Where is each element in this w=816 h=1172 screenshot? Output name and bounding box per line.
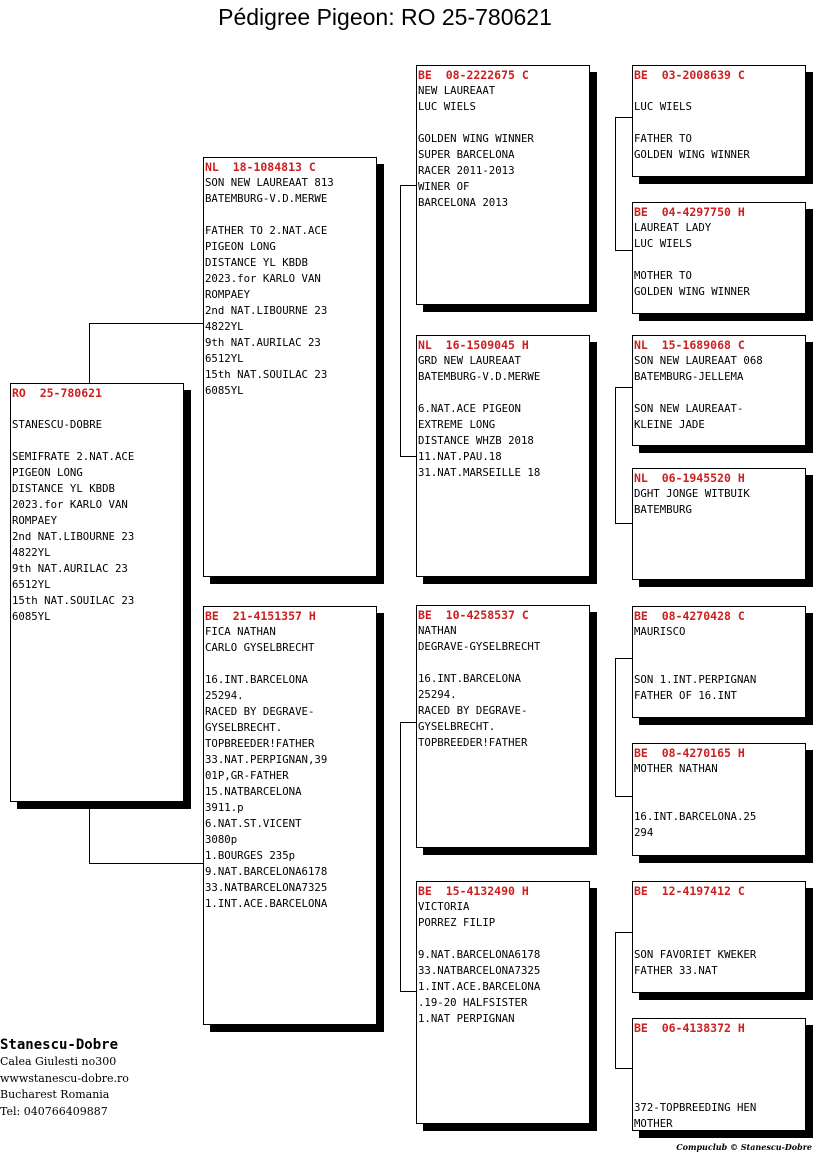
connector-line xyxy=(615,658,632,659)
pigeon-detail-line: 11.NAT.PAU.18 xyxy=(418,450,502,463)
ring-number: BE 15-4132490 H xyxy=(418,884,529,898)
breeder-website[interactable]: wwwstanescu-dobre.ro xyxy=(0,1071,129,1085)
pigeon-detail-line: BATEMBURG xyxy=(634,503,692,516)
pigeon-detail-line: 1.NAT PERPIGNAN xyxy=(418,1012,515,1025)
pigeon-detail-line: FATHER TO 2.NAT.ACE xyxy=(205,224,328,237)
pigeon-detail-line: PIGEON LONG xyxy=(205,240,276,253)
pigeon-card-ggparent[interactable] xyxy=(632,335,806,446)
connector-line xyxy=(400,722,401,864)
pigeon-detail-line: 15.NATBARCELONA xyxy=(205,785,302,798)
pigeon-detail-line: FATHER TO xyxy=(634,132,692,145)
connector-line xyxy=(400,991,417,992)
pigeon-detail-line: 1.INT.ACE.BARCELONA xyxy=(418,980,541,993)
pigeon-card-granddam-maternal[interactable] xyxy=(416,881,590,1124)
pigeon-card-subject[interactable] xyxy=(10,383,184,802)
pigeon-detail-line: 33.NAT.PERPIGNAN,39 xyxy=(205,753,328,766)
pigeon-details xyxy=(418,83,589,211)
connector-line xyxy=(89,323,90,384)
pigeon-detail-line: 15th NAT.SOUILAC 23 xyxy=(205,368,328,381)
pigeon-detail-line: FATHER 33.NAT xyxy=(634,964,718,977)
pigeon-detail-line: SEMIFRATE 2.NAT.ACE xyxy=(12,450,135,463)
pigeon-detail-line xyxy=(634,385,805,401)
pigeon-detail-line: 1.BOURGES 235p xyxy=(205,849,296,862)
pigeon-detail-line: GYSELBRECHT. xyxy=(205,721,283,734)
pigeon-details xyxy=(12,401,183,625)
pigeon-detail-line: GRD NEW LAUREAAT xyxy=(418,354,521,367)
connector-line xyxy=(400,864,401,991)
pigeon-detail-line: PIGEON LONG xyxy=(12,466,83,479)
ring-number: NL 06-1945520 H xyxy=(634,471,745,485)
pigeon-detail-line: VICTORIA xyxy=(418,900,470,913)
pigeon-detail-line: 15th NAT.SOUILAC 23 xyxy=(12,594,135,607)
connector-line xyxy=(89,323,204,324)
connector-line xyxy=(400,456,417,457)
connector-line xyxy=(615,932,632,933)
pigeon-detail-line: PORREZ FILIP xyxy=(418,916,496,929)
pigeon-detail-line: 25294. xyxy=(205,689,244,702)
pigeon-detail-line: 6.NAT.ACE PIGEON xyxy=(418,402,521,415)
pigeon-details xyxy=(634,353,805,433)
breeder-phone: Tel: 040766409887 xyxy=(0,1104,108,1118)
connector-line xyxy=(615,932,616,1068)
breeder-city: Bucharest Romania xyxy=(0,1088,110,1101)
pigeon-detail-line: LUC WIELS xyxy=(634,237,692,250)
pigeon-card-granddam-paternal[interactable] xyxy=(416,335,590,577)
connector-line xyxy=(400,185,401,304)
pigeon-detail-line: .19-20 HALFSISTER xyxy=(418,996,528,1009)
pigeon-detail-line: LUC WIELS xyxy=(634,100,692,113)
pigeon-detail-line xyxy=(205,207,376,223)
ring-number: BE 08-4270165 H xyxy=(634,746,745,760)
pigeon-detail-line: 31.NAT.MARSEILLE 18 xyxy=(418,466,541,479)
pigeon-detail-line: 6.NAT.ST.VICENT xyxy=(205,817,302,830)
ring-number: BE 06-4138372 H xyxy=(634,1021,745,1035)
pigeon-detail-line: 9.NAT.BARCELONA6178 xyxy=(418,948,541,961)
pigeon-detail-line: 3080p xyxy=(205,833,238,846)
page-title: Pédigree Pigeon: RO 25-780621 xyxy=(218,4,552,30)
pigeon-detail-line: NEW LAUREAAT xyxy=(418,84,496,97)
pigeon-detail-line: BATEMBURG-V.D.MERWE xyxy=(418,370,541,383)
pigeon-details xyxy=(418,899,589,1027)
pigeon-detail-line xyxy=(634,793,805,809)
pigeon-detail-line: LUC WIELS xyxy=(418,100,476,113)
ring-number: BE 04-4297750 H xyxy=(634,205,745,219)
connector-line xyxy=(615,117,616,250)
pigeon-details xyxy=(205,175,376,399)
ring-number: NL 16-1509045 H xyxy=(418,338,529,352)
pigeon-detail-line: MAURISCO xyxy=(634,625,686,638)
pigeon-detail-line: GOLDEN WING WINNER xyxy=(418,132,534,145)
pigeon-detail-line: GYSELBRECHT. xyxy=(418,720,496,733)
pigeon-detail-line: ROMPAEY xyxy=(205,288,251,301)
connector-line xyxy=(615,387,616,523)
pigeon-details xyxy=(634,83,805,163)
pigeon-details xyxy=(634,1036,805,1131)
connector-line xyxy=(615,1068,632,1069)
pigeon-detail-line xyxy=(634,915,805,931)
connector-line xyxy=(615,796,632,797)
pigeon-detail-line xyxy=(634,777,805,793)
pigeon-detail-line: 2nd NAT.LIBOURNE 23 xyxy=(205,304,328,317)
pigeon-detail-line xyxy=(418,385,589,401)
pigeon-details xyxy=(634,220,805,300)
pigeon-card-ggparent[interactable] xyxy=(632,202,806,314)
pigeon-details xyxy=(418,623,589,751)
pigeon-detail-line: 9.NAT.BARCELONA6178 xyxy=(205,865,328,878)
pigeon-details xyxy=(634,486,805,518)
connector-line xyxy=(400,722,417,723)
connector-line xyxy=(615,658,616,796)
pigeon-detail-line: 2nd NAT.LIBOURNE 23 xyxy=(12,530,135,543)
pigeon-detail-line: 16.INT.BARCELONA.25 xyxy=(634,810,757,823)
pigeon-detail-line: RACER 2011-2013 xyxy=(418,164,515,177)
pigeon-card-ggparent[interactable] xyxy=(632,65,806,177)
pigeon-detail-line: FICA NATHAN xyxy=(205,625,276,638)
pigeon-detail-line: 6512YL xyxy=(205,352,244,365)
ring-number: BE 08-2222675 C xyxy=(418,68,529,82)
pigeon-detail-line: 372-TOPBREEDING HEN xyxy=(634,1101,757,1114)
pigeon-detail-line: EXTREME LONG xyxy=(418,418,496,431)
pigeon-detail-line: WINER OF xyxy=(418,180,470,193)
credit-text: Compuclub © Stanescu-Dobre xyxy=(676,1142,812,1152)
pigeon-card-dam[interactable] xyxy=(203,606,377,1025)
pigeon-detail-line xyxy=(418,655,589,671)
pigeon-detail-line: 2023.for KARLO VAN xyxy=(12,498,128,511)
pigeon-detail-line xyxy=(634,899,805,915)
pigeon-detail-line: DGHT JONGE WITBUIK xyxy=(634,487,750,500)
pigeon-detail-line: BARCELONA 2013 xyxy=(418,196,509,209)
pigeon-detail-line xyxy=(634,640,805,656)
pigeon-detail-line: 16.INT.BARCELONA xyxy=(418,672,521,685)
pigeon-detail-line: 6085YL xyxy=(12,610,51,623)
pigeon-detail-line xyxy=(634,115,805,131)
pigeon-card-grandsire-paternal[interactable] xyxy=(416,65,590,305)
pigeon-detail-line: SON NEW LAUREAAT 813 xyxy=(205,176,334,189)
pigeon-detail-line: KLEINE JADE xyxy=(634,418,705,431)
pigeon-detail-line: 6512YL xyxy=(12,578,51,591)
breeder-address: Calea Giulesti no300 xyxy=(0,1055,117,1068)
connector-line xyxy=(89,863,204,864)
pigeon-detail-line: 25294. xyxy=(418,688,457,701)
ring-number: NL 18-1084813 C xyxy=(205,160,316,174)
pigeon-detail-line: DEGRAVE-GYSELBRECHT xyxy=(418,640,541,653)
pigeon-detail-line: STANESCU-DOBRE xyxy=(12,418,103,431)
ring-number: BE 12-4197412 C xyxy=(634,884,745,898)
pigeon-details xyxy=(205,624,376,912)
pigeon-detail-line: RACED BY DEGRAVE- xyxy=(205,705,315,718)
breeder-name: Stanescu-Dobre xyxy=(0,1037,119,1053)
pigeon-detail-line xyxy=(205,656,376,672)
ring-number: RO 25-780621 xyxy=(12,386,103,400)
pigeon-card-ggparent[interactable] xyxy=(632,1018,806,1131)
connector-line xyxy=(400,304,401,456)
pigeon-detail-line: MOTHER NATHAN xyxy=(634,762,718,775)
pigeon-card-ggparent[interactable] xyxy=(632,743,806,856)
pigeon-detail-line: BATEMBURG-V.D.MERWE xyxy=(205,192,328,205)
connector-line xyxy=(615,117,632,118)
pigeon-detail-line: GOLDEN WING WINNER xyxy=(634,148,750,161)
connector-line xyxy=(400,185,417,186)
pigeon-detail-line: RACED BY DEGRAVE- xyxy=(418,704,528,717)
pigeon-detail-line xyxy=(12,433,183,449)
pigeon-detail-line: FATHER OF 16.INT xyxy=(634,689,737,702)
pigeon-detail-line: 9th NAT.AURILAC 23 xyxy=(12,562,128,575)
connector-line xyxy=(615,387,632,388)
pigeon-detail-line: 33.NATBARCELONA7325 xyxy=(418,964,541,977)
pigeon-detail-line xyxy=(634,931,805,947)
pigeon-detail-line xyxy=(418,931,589,947)
pigeon-detail-line: SUPER BARCELONA xyxy=(418,148,515,161)
pigeon-detail-line: CARLO GYSELBRECHT xyxy=(205,641,315,654)
pigeon-detail-line xyxy=(634,1068,805,1084)
pigeon-detail-line: 9th NAT.AURILAC 23 xyxy=(205,336,321,349)
pigeon-detail-line xyxy=(634,252,805,268)
pigeon-detail-line xyxy=(418,115,589,131)
pigeon-detail-line: SON 1.INT.PERPIGNAN xyxy=(634,673,757,686)
pigeon-card-ggparent[interactable] xyxy=(632,606,806,718)
pigeon-card-sire[interactable] xyxy=(203,157,377,577)
connector-line xyxy=(615,250,632,251)
pigeon-detail-line: ROMPAEY xyxy=(12,514,58,527)
pigeon-card-ggparent[interactable] xyxy=(632,881,806,993)
pigeon-detail-line xyxy=(634,1052,805,1068)
pigeon-detail-line: LAUREAT LADY xyxy=(634,221,712,234)
pigeon-detail-line: DISTANCE YL KBDB xyxy=(205,256,308,269)
pigeon-detail-line: BATEMBURG-JELLEMA xyxy=(634,370,744,383)
pigeon-detail-line xyxy=(634,1036,805,1052)
pigeon-detail-line: 16.INT.BARCELONA xyxy=(205,673,308,686)
pigeon-detail-line: DISTANCE YL KBDB xyxy=(12,482,115,495)
ring-number: BE 08-4270428 C xyxy=(634,609,745,623)
connector-line xyxy=(615,523,632,524)
pigeon-detail-line: TOPBREEDER!FATHER xyxy=(418,736,528,749)
pigeon-detail-line: NATHAN xyxy=(418,624,457,637)
pigeon-detail-line: SON NEW LAUREAAT 068 xyxy=(634,354,763,367)
pigeon-detail-line: SON NEW LAUREAAT- xyxy=(634,402,744,415)
pigeon-detail-line: 2023.for KARLO VAN xyxy=(205,272,321,285)
connector-line xyxy=(89,809,90,863)
ring-number: BE 03-2008639 C xyxy=(634,68,745,82)
pigeon-detail-line: TOPBREEDER!FATHER xyxy=(205,737,315,750)
pigeon-details xyxy=(634,899,805,979)
pigeon-detail-line: 4822YL xyxy=(12,546,51,559)
pigeon-detail-line: 294 xyxy=(634,826,654,839)
pigeon-card-grandsire-maternal[interactable] xyxy=(416,605,590,848)
pigeon-detail-line: SON FAVORIET KWEKER xyxy=(634,948,757,961)
pigeon-detail-line: 6085YL xyxy=(205,384,244,397)
pigeon-detail-line: MOTHER xyxy=(634,1117,673,1130)
pigeon-detail-line: 1.INT.ACE.BARCELONA xyxy=(205,897,328,910)
pigeon-detail-line xyxy=(634,656,805,672)
pigeon-detail-line: 3911.p xyxy=(205,801,244,814)
pigeon-detail-line xyxy=(12,401,183,417)
pigeon-details xyxy=(634,624,805,704)
ring-number: BE 10-4258537 C xyxy=(418,608,529,622)
pigeon-details xyxy=(418,353,589,481)
breeder-info xyxy=(0,1036,129,1120)
pigeon-detail-line: 01P,GR-FATHER xyxy=(205,769,289,782)
ring-number: BE 21-4151357 H xyxy=(205,609,316,623)
pigeon-details xyxy=(634,761,805,841)
pigeon-card-ggparent[interactable] xyxy=(632,468,806,580)
pigeon-detail-line xyxy=(634,1084,805,1100)
ring-number: NL 15-1689068 C xyxy=(634,338,745,352)
pigeon-detail-line: 4822YL xyxy=(205,320,244,333)
pigeon-detail-line: GOLDEN WING WINNER xyxy=(634,285,750,298)
pigeon-detail-line xyxy=(634,83,805,99)
pigeon-detail-line: 33.NATBARCELONA7325 xyxy=(205,881,328,894)
pigeon-detail-line: DISTANCE WHZB 2018 xyxy=(418,434,534,447)
pigeon-detail-line: MOTHER TO xyxy=(634,269,692,282)
